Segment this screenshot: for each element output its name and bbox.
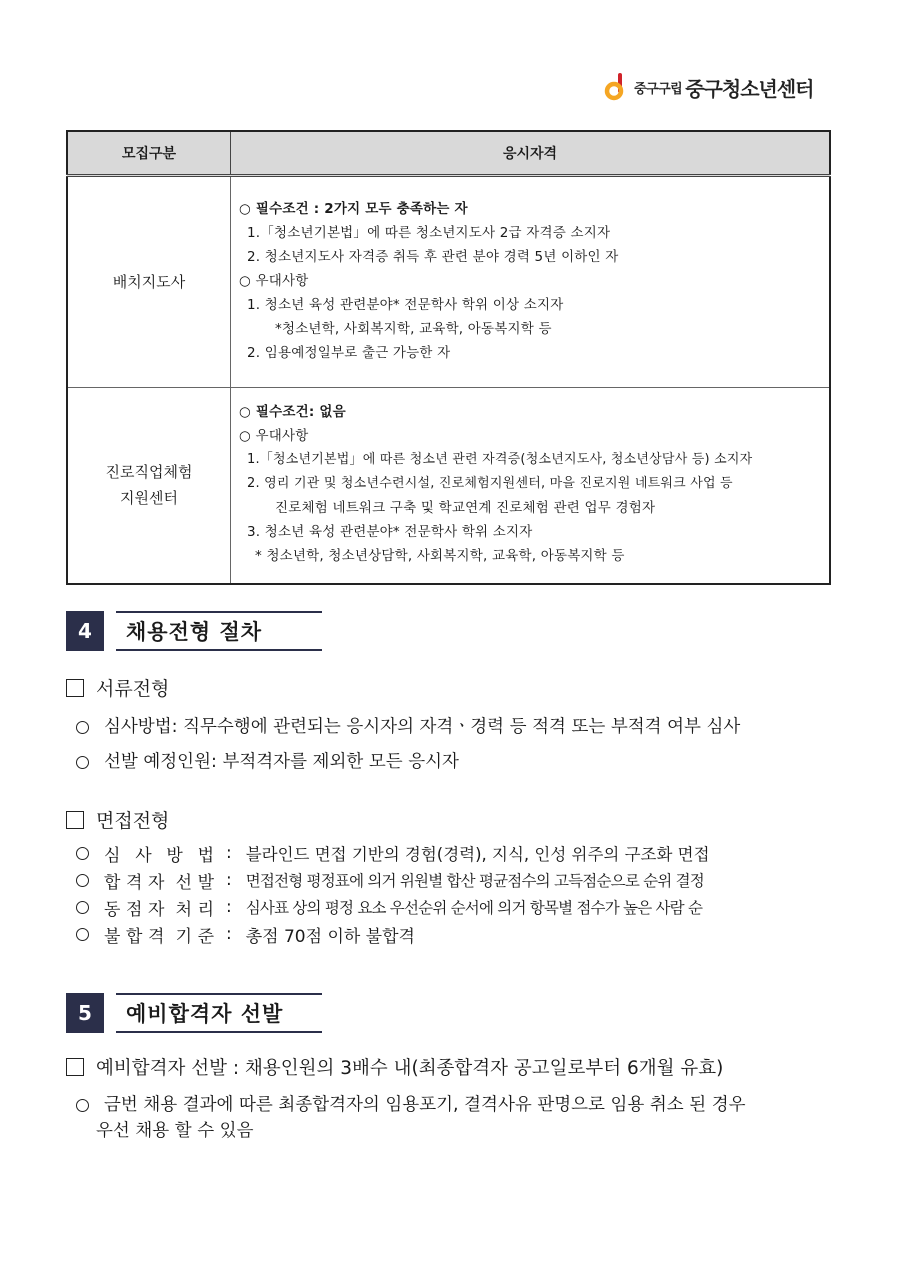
list-item-text: 선발 예정인원: 부적격자를 제외한 모든 응시자 bbox=[104, 752, 459, 772]
label-char: 자 bbox=[148, 872, 165, 893]
label-char: 합 bbox=[126, 926, 143, 947]
qual-line: ○ 우대사항 bbox=[239, 273, 309, 289]
criterion-value: 총점 70점 이하 불합격 bbox=[245, 926, 415, 947]
center-logo bbox=[603, 72, 813, 102]
qual-line: ○ 필수조건 : 2가지 모두 충족하는 자 bbox=[239, 201, 468, 217]
label-char: 사 bbox=[135, 845, 152, 866]
logo-org-name: 중구청소년센터 bbox=[685, 76, 814, 101]
qual-line: 1.「청소년기본법」에 따른 청소년 관련 자격증(청소년지도사, 청소년상담사 등) 소지자 bbox=[247, 452, 753, 468]
row-category bbox=[67, 388, 231, 584]
table-header-row bbox=[67, 131, 830, 176]
list-item-text: 우선 채용 할 수 있음 bbox=[96, 1121, 254, 1141]
section-title: 채용전형 절차 bbox=[116, 611, 322, 651]
qual-line: 2. 임용예정일부로 출근 가능한 자 bbox=[247, 345, 451, 361]
criterion-label bbox=[104, 868, 214, 893]
header-recruit-type: 모집구분 bbox=[67, 131, 231, 176]
qual-line: 3. 청소년 육성 관련분야* 전문학사 학위 소지자 bbox=[247, 524, 533, 541]
label-char: 기 bbox=[175, 926, 192, 947]
label-char: 점 bbox=[126, 899, 143, 920]
colon: : bbox=[226, 843, 232, 863]
list-item-text: 금번 채용 결과에 따른 최종합격자의 임용포기, 결격사유 판명으로 임용 취소 된 경우 bbox=[104, 1095, 746, 1115]
criterion-label bbox=[104, 841, 214, 866]
section-number: 4 bbox=[66, 611, 104, 651]
section-5-heading bbox=[66, 990, 322, 1036]
label-char: 방 bbox=[166, 845, 183, 866]
interview-criterion bbox=[76, 840, 710, 866]
colon: : bbox=[226, 897, 232, 917]
circle-bullet-icon bbox=[76, 901, 89, 914]
qual-line: 1. 청소년 육성 관련분야* 전문학사 학위 이상 소지자 bbox=[247, 297, 564, 313]
qual-line: 2. 청소년지도사 자격증 취득 후 관련 분야 경력 5년 이하인 자 bbox=[247, 249, 619, 265]
colon: : bbox=[226, 924, 232, 944]
label-char: 불 bbox=[104, 926, 121, 947]
row-category: 배치지도사 bbox=[67, 176, 231, 388]
criterion-label bbox=[104, 922, 214, 947]
criterion-label bbox=[104, 895, 214, 920]
logo-mark-icon bbox=[603, 73, 629, 101]
interview-criterion bbox=[76, 894, 702, 920]
checkbox-square-icon bbox=[66, 679, 84, 697]
list-item bbox=[76, 749, 459, 775]
criterion-value: 블라인드 면접 기반의 경험(경력), 지식, 인성 위주의 구조화 면접 bbox=[245, 845, 710, 864]
circle-bullet-icon bbox=[76, 874, 89, 887]
colon: : bbox=[226, 870, 232, 890]
doc-screening-heading bbox=[66, 674, 169, 701]
label-char: 합 bbox=[104, 872, 121, 893]
interview-criterion bbox=[76, 921, 415, 947]
reserve-selection-heading bbox=[66, 1054, 723, 1080]
label-char: 법 bbox=[197, 845, 214, 866]
requirements-table bbox=[66, 130, 831, 585]
section-number: 5 bbox=[66, 993, 104, 1033]
circle-bullet-icon bbox=[76, 756, 89, 769]
circle-bullet-icon bbox=[76, 847, 89, 860]
label-char: 준 bbox=[197, 926, 214, 947]
qual-line: 진로체험 네트워크 구축 및 학교연계 진로체험 관련 업무 경험자 bbox=[275, 500, 656, 517]
label-char: 격 bbox=[126, 872, 143, 893]
label-char: 선 bbox=[175, 872, 192, 893]
criterion-value: 면접전형 평정표에 의거 위원별 합산 평균점수의 고득점순으로 순위 결정 bbox=[245, 872, 704, 890]
criterion-value: 심사표 상의 평정 요소 우선순위 순서에 의거 항목별 점수가 높은 사람 순 bbox=[245, 899, 703, 917]
qual-line: *청소년학, 사회복지학, 교육학, 아동복지학 등 bbox=[275, 321, 552, 337]
circle-bullet-icon bbox=[76, 721, 89, 734]
interview-criterion bbox=[76, 867, 704, 893]
qual-line: * 청소년학, 청소년상담학, 사회복지학, 교육학, 아동복지학 등 bbox=[255, 548, 625, 565]
logo-small-text: 중구구립 bbox=[634, 81, 683, 97]
header-qualification: 응시자격 bbox=[231, 131, 831, 176]
category-line: 진로직업체험 bbox=[105, 463, 193, 482]
label-char: 발 bbox=[197, 872, 214, 893]
label-char: 자 bbox=[148, 899, 165, 920]
interview-heading bbox=[66, 806, 169, 833]
row-qualifications bbox=[231, 176, 831, 388]
circle-bullet-icon bbox=[76, 928, 89, 941]
list-item bbox=[76, 1092, 746, 1144]
row-qualifications bbox=[231, 388, 831, 584]
circle-bullet-icon bbox=[76, 1099, 89, 1112]
table-row bbox=[67, 388, 830, 584]
doc-screening-title: 서류전형 bbox=[96, 678, 170, 700]
category-line: 지원센터 bbox=[120, 489, 178, 508]
reserve-selection-text: 예비합격자 선발 : 채용인원의 3배수 내(최종합격자 공고일로부터 6개월 유효) bbox=[96, 1058, 724, 1079]
interview-title: 면접전형 bbox=[96, 810, 170, 832]
label-char: 격 bbox=[148, 926, 165, 947]
section-4-heading bbox=[66, 608, 322, 654]
qual-line: 2. 영리 기관 및 청소년수련시설, 진로체험지원센터, 마을 진로지원 네트워크 사업 등 bbox=[247, 476, 733, 492]
section-title: 예비합격자 선발 bbox=[116, 993, 322, 1033]
label-char: 리 bbox=[197, 899, 214, 920]
list-item-text: 심사방법: 직무수행에 관련되는 응시자의 자격ㆍ경력 등 적격 또는 부적격 여부 심사 bbox=[104, 717, 741, 737]
label-char: 심 bbox=[104, 845, 121, 866]
checkbox-square-icon bbox=[66, 1058, 84, 1076]
checkbox-square-icon bbox=[66, 811, 84, 829]
qual-line: 1.「청소년기본법」에 따른 청소년지도사 2급 자격증 소지자 bbox=[247, 225, 611, 241]
qual-line: ○ 우대사항 bbox=[239, 428, 309, 445]
list-item bbox=[76, 714, 740, 740]
table-row bbox=[67, 176, 830, 388]
qual-line: ○ 필수조건: 없음 bbox=[239, 404, 346, 421]
label-char: 처 bbox=[175, 899, 192, 920]
label-char: 동 bbox=[104, 899, 121, 920]
